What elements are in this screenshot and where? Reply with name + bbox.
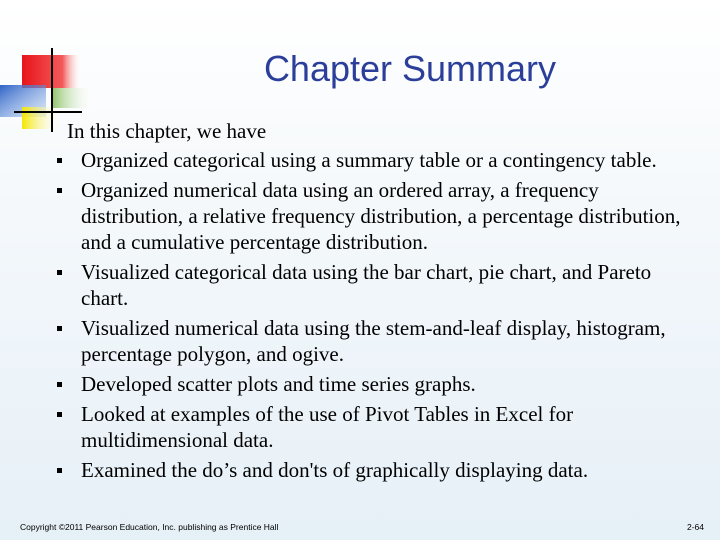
list-item-text: Developed scatter plots and time series graphs. (81, 372, 476, 396)
bullet-icon (57, 270, 62, 275)
bullet-icon (57, 158, 62, 163)
list-item (57, 457, 697, 483)
bullet-icon (57, 326, 62, 331)
page-number: 2-64 (686, 522, 704, 532)
list-item (57, 401, 697, 453)
list-item (57, 259, 697, 311)
list-item (57, 147, 697, 173)
copyright-footer: Copyright ©2011 Pearson Education, Inc. publishing as Prentice Hall (20, 522, 279, 532)
slide-title: Chapter Summary (263, 48, 557, 89)
list-item-text: Examined the do’s and don'ts of graphically displaying data. (81, 458, 589, 482)
list-item (57, 315, 697, 367)
bullet-icon (57, 188, 62, 193)
list-item-text: Visualized numerical data using the stem-and-leaf display, histogram, percentage polygon, and ogive. (81, 316, 666, 366)
bullet-icon (57, 412, 62, 417)
list-item-text: Organized categorical using a summary table or a contingency table. (81, 148, 657, 172)
list-item (57, 177, 697, 255)
list-item-text: Organized numerical data using an ordered array, a frequency distribution, a relative frequency distribution, a percentage distribution, and a cumulative percentage distribution. (81, 178, 681, 254)
bullet-icon (57, 382, 62, 387)
summary-list (57, 147, 697, 487)
list-item-text: Visualized categorical data using the bar chart, pie chart, and Pareto chart. (81, 260, 652, 310)
list-item-text: Looked at examples of the use of Pivot Tables in Excel for multidimensional data. (81, 402, 574, 452)
bullet-icon (57, 468, 62, 473)
intro-text: In this chapter, we have (67, 119, 267, 143)
list-item (57, 371, 697, 397)
